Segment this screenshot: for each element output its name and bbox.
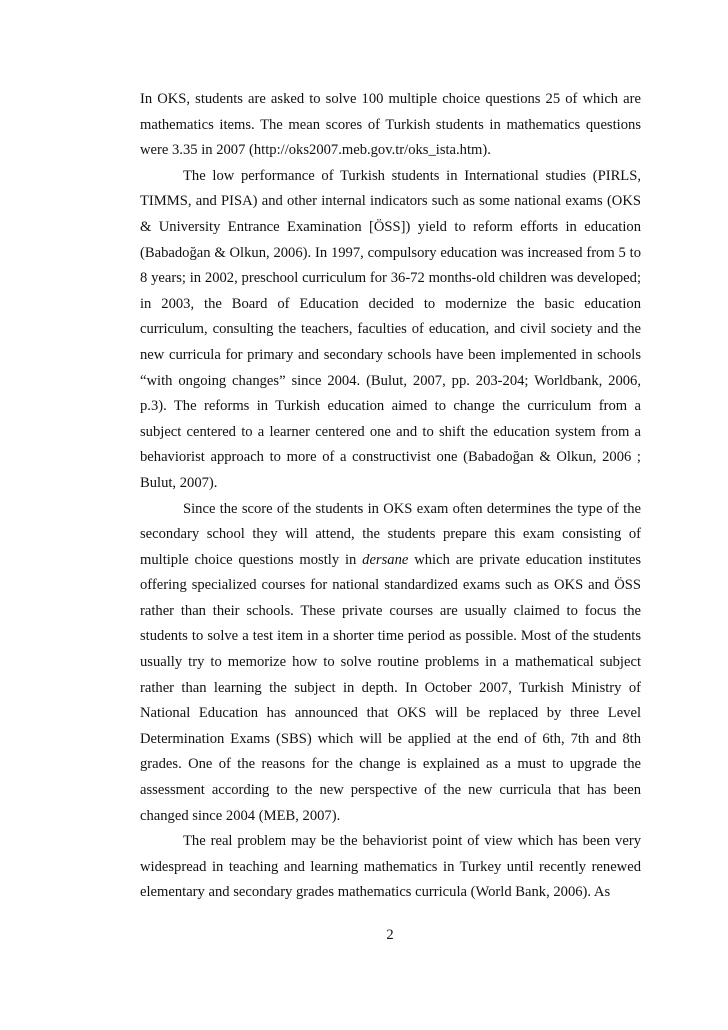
paragraph-4 <box>140 829 641 906</box>
body-text <box>140 87 641 906</box>
paragraph-1 <box>140 87 641 164</box>
paragraph-3 <box>140 497 641 830</box>
page-number: 2 <box>386 927 394 943</box>
paragraph-1-text: In OKS, students are asked to solve 100 multiple choice questions 25 of which are mathematics items. The mean scores of Turkish students in mathematics questions were 3.35 in 2007 (http://oks2007.meb.gov.tr/oks_ista.htm). <box>140 91 641 159</box>
paragraph-2-text: The low performance of Turkish students in International studies (PIRLS, TIMMS, and PISA) and other internal indicators such as some national exams (OKS & University Entrance Examination [ÖSS]) yield to reform efforts in education (Babadoğan & Olkun, 2006). In 1997, compulsory education was increased from 5 to 8 years; in 2002, preschool curriculum for 36-72 months-old children was developed; in 2003, the Board of Education decided to modernize the basic education curriculum, consulting the teachers, faculties of education, and civil society and the new curricula for primary and secondary schools have been implemented in schools “with ongoing changes” since 2004. (Bulut, 2007, pp. 203-204; Worldbank, 2006, p.3). The reforms in Turkish education aimed to change the curriculum from a subject centered to a learner centered one and to shift the education system from a behaviorist approach to more of a constructivist one (Babadoğan & Olkun, 2006 ; Bulut, 2007). <box>140 167 641 491</box>
paragraph-2 <box>140 164 641 497</box>
paragraph-3-text-a: Since the score of the students in OKS exam often determines the type of the secondary school they will attend, the students prepare this exam consisting of multiple choice questions mostly in <box>140 500 641 568</box>
paragraph-3-italic-term: dersane <box>362 551 409 568</box>
paragraph-3-text-b: which are private education institutes offering specialized courses for national standardized exams such as OKS and ÖSS rather than their schools. These private courses are usually claimed to focus the students to solve a test item in a shorter time period as possible. Most of the students usually try to memorize how to solve routine problems in a mathematical subject rather than learning the subject in depth. In October 2007, Turkish Ministry of National Education has announced that OKS will be replaced by three Level Determination Exams (SBS) which will be applied at the end of 6th, 7th and 8th grades. One of the reasons for the change is explained as a must to upgrade the assessment according to the new perspective of the new curricula that has been changed since 2004 (MEB, 2007). <box>140 551 642 824</box>
paragraph-4-text: The real problem may be the behaviorist point of view which has been very widespread in teaching and learning mathematics in Turkey until recently renewed elementary and secondary grades mathematics curricula (World Bank, 2006). As <box>140 833 641 901</box>
